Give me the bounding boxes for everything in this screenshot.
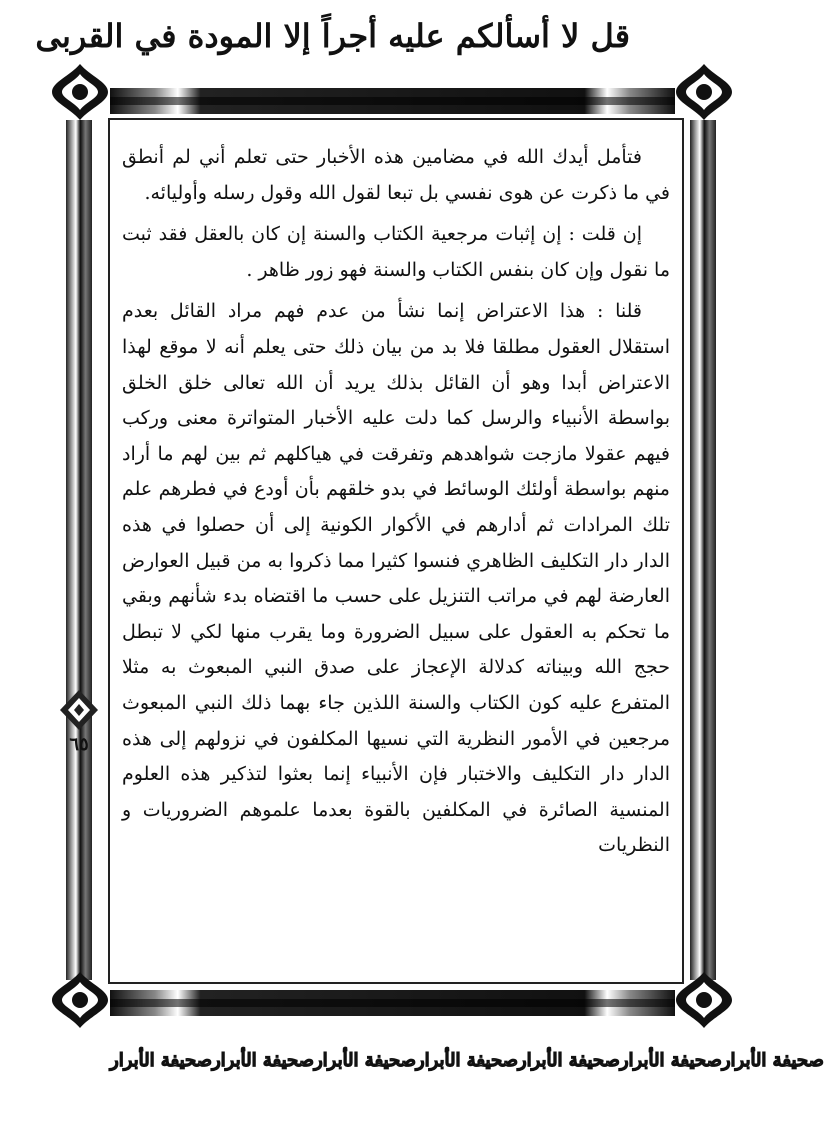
corner-ornament-bottom-right (674, 970, 734, 1030)
footer-calligraphy: صحيفة الأبرار (721, 1049, 824, 1071)
footer-calligraphy: صحيفة الأبرار (313, 1049, 416, 1071)
corner-ornament-top-right (674, 62, 734, 122)
frame-bottom-bar (110, 990, 675, 1016)
page-header-title: قل لا أسألكم عليه أجراً إلا المودة في القربى (35, 17, 630, 55)
footer-calligraphy: صحيفة الأبرار (415, 1049, 518, 1071)
frame-right-bar (690, 120, 716, 980)
footer-calligraphy: صحيفة الأبرار (211, 1049, 314, 1071)
footer-calligraphy-strip (110, 1030, 824, 1090)
corner-ornament-top-left (50, 62, 110, 122)
paragraph: قلنا : هذا الاعتراض إنما نشأ من عدم فهم مراد القائل بعدم استقلال العقول مطلقا فلا بد من بيان ذلك حتى يعلم أنه لا موقع لهذا الاعتراض أبدا وهو أن القائل بذلك يريد أن الله تعالى خلق الخلق بواسطة الأنبياء والرسل كما دلت عليه الأخبار المتواترة معنى وركب فيهم عقولا مازجت شواهدهم وتفرقت في هياكلهم ثم بين لهم ما أراد منهم بواسطة أولئك الوسائط في بدو خلقهم بأن أودع في فطرهم علم تلك المرادات ثم أدارهم في الأكوار الكونية إلى أن حصلوا في هذه الدار دار التكليف الظاهري فنسوا كثيرا مما ذكروا به من قبيل العوارض العارضة لهم في مراتب التنزيل على حسب ما اقتضاه بدء شأنهم وبقي ما تحكم به العقول على سبيل الضرورة وما يقرب منها لكي لا تبطل حجج الله وبيناته كدلالة الإعجاز على صدق النبي المبعوث به مثلا المتفرع عليه كون الكتاب والسنة اللذين جاء بهما ذلك النبي المبعوث مرجعين في الأمور النظرية التي نسيها المكلفون في نزولهم إلى هذه الدار دار التكليف والاختبار فإن الأنبياء إنما بعثوا لتذكير هذه العلوم المنسية الصائرة في المكلفين بالقوة بعدما علموهم الضروريات و النظريات (122, 300, 670, 857)
paragraph: إن قلت : إن إثبات مرجعية الكتاب والسنة إن كان بالعقل فقد ثبت ما نقول وإن كان بنفس الكتاب والسنة فهو زور ظاهر . (122, 223, 670, 281)
frame-left-bar (66, 120, 92, 980)
footer-calligraphy: صحيفة الأبرار (110, 1049, 212, 1071)
page-number: ٦٥ (69, 734, 89, 755)
body-text (122, 140, 670, 960)
footer-calligraphy: صحيفة الأبرار (517, 1049, 620, 1071)
frame-top-bar (110, 88, 675, 114)
side-ornament-icon (60, 690, 98, 730)
footer-calligraphy: صحيفة الأبرار (619, 1049, 722, 1071)
corner-ornament-bottom-left (50, 970, 110, 1030)
paragraph: فتأمل أيدك الله في مضامين هذه الأخبار حتى تعلم أني لم أنطق في ما ذكرت عن هوى نفسي بل تبعا لقول الله وقول رسله وأوليائه. (122, 146, 670, 204)
